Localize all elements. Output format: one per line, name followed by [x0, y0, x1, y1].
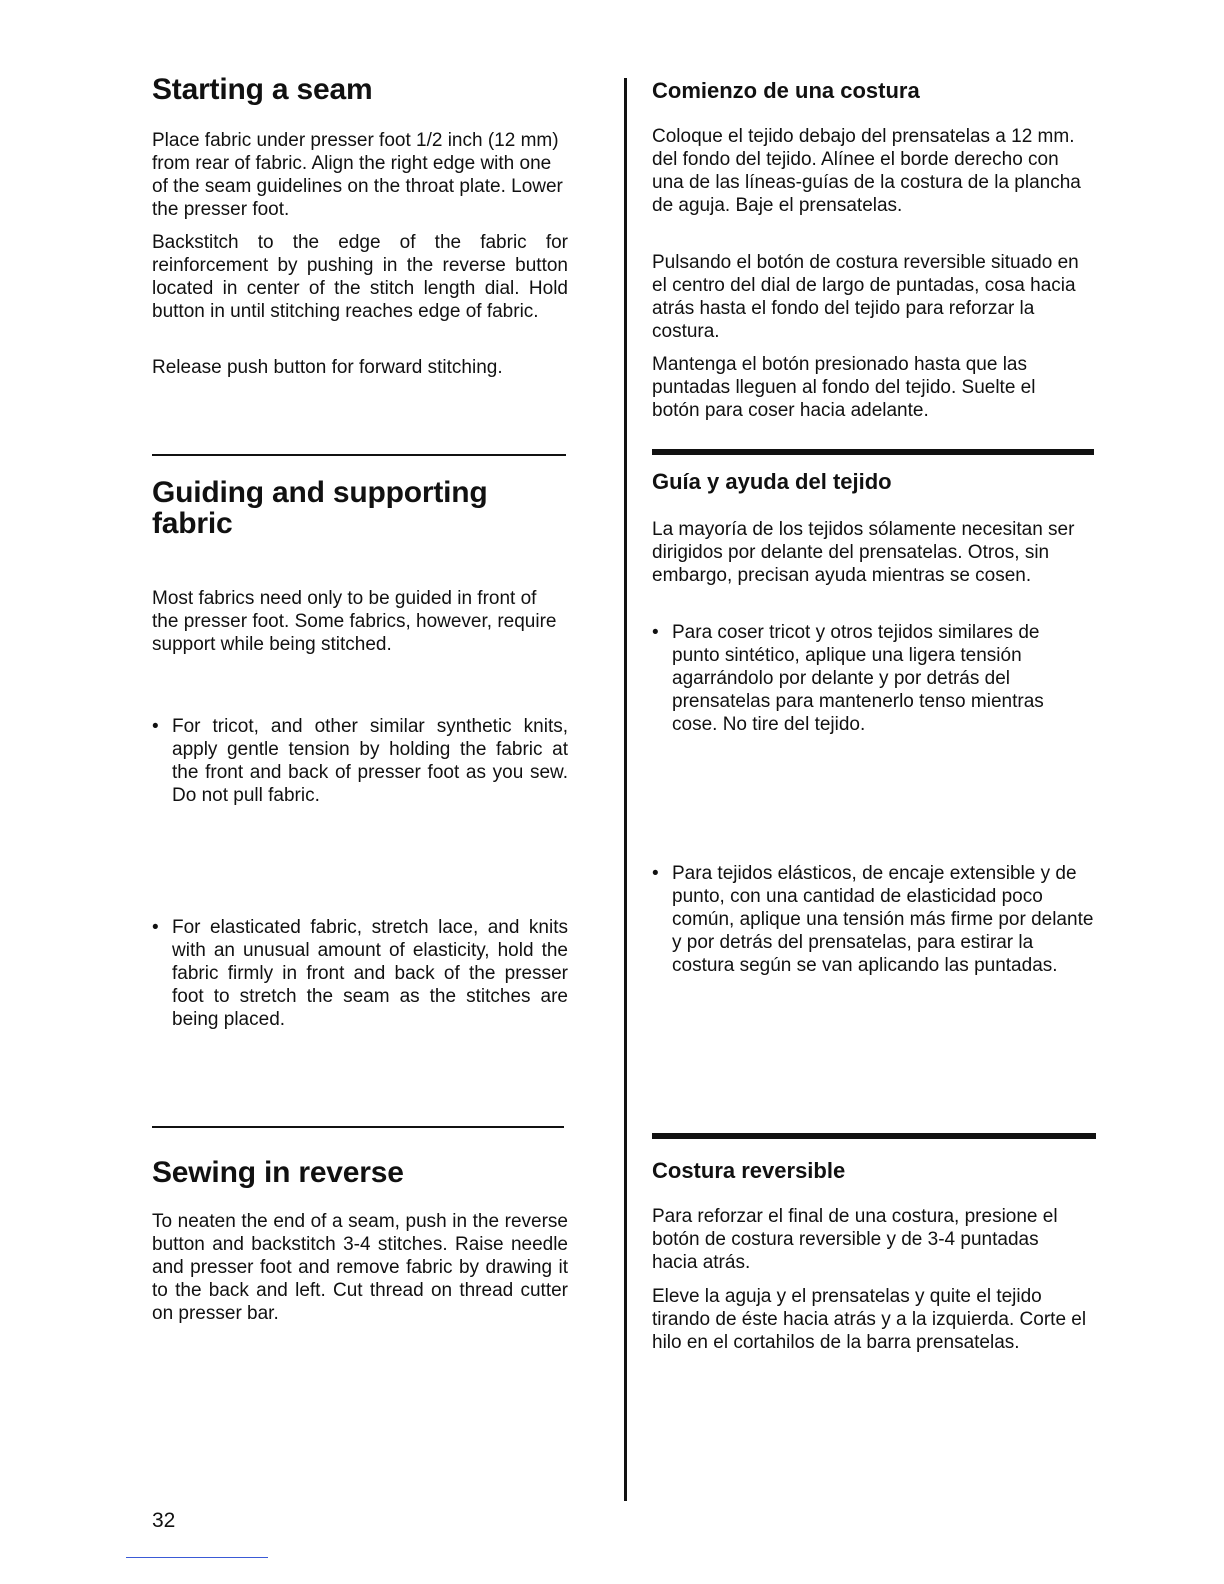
heading-comienzo-de-una-costura: Comienzo de una costura — [652, 78, 920, 103]
section-comienzo — [652, 78, 1098, 104]
guiding-bullet-1: • For tricot, and other similar synthetic knits, apply gentle tension by holding the fabric at the front and back of presser foot as you sew. Do not pull fabric. — [152, 715, 568, 807]
heading-sewing-in-reverse: Sewing in reverse — [152, 1156, 404, 1189]
reversible-body-2 — [652, 1285, 1088, 1354]
starting-body-2 — [152, 231, 568, 323]
comienzo-body — [652, 125, 1082, 217]
starting-body — [152, 129, 568, 221]
reverse-body — [152, 1210, 568, 1325]
starting-paragraph-1: Place fabric under presser foot 1/2 inch (12 mm) from rear of fabric. Align the right edge with one of the seam guidelines on the throat plate. Lower the presser foot. — [152, 130, 563, 220]
guia-bullet-1: • Para coser tricot y otros tejidos similares de punto sintético, aplique una ligera tensión agarrándolo por delante y por detrás del prensatelas para mantenerlo tenso mientras cose. No tire del tejido. — [652, 621, 1092, 736]
section-sewing-in-reverse — [152, 1157, 568, 1188]
reversible-paragraph-2: Eleve la aguja y el prensatelas y quite el tejido tirando de éste hacia atrás y a la izquierda. Corte el hilo en el cortahilos de la barra prensatelas. — [652, 1286, 1087, 1353]
guiding-bullet-2: • For elasticated fabric, stretch lace, and knits with an unusual amount of elasticity, hold the fabric firmly in front and back of the presser foot to stretch the seam as the stitches are being placed. — [152, 916, 568, 1031]
heading-guiding-and-supporting-fabric: Guiding and supporting fabric — [152, 476, 488, 540]
section-guiding — [152, 477, 512, 539]
comienzo-paragraph-2: Pulsando el botón de costura reversible situado en el centro del dial de largo de puntadas, cosa hacia atrás hasta el fondo del tejido para reforzar la costura. — [652, 252, 1079, 342]
guiding-body — [152, 587, 568, 656]
page-number: 32 — [152, 1509, 176, 1532]
guia-bullet-1-wrap — [652, 621, 1092, 736]
guia-intro-paragraph: La mayoría de los tejidos sólamente necesitan ser dirigidos por delante del prensatelas. Otros, sin embargo, precisan ayuda mientras se cosen. — [652, 519, 1075, 586]
comienzo-paragraph-3: Mantenga el botón presionado hasta que las puntadas lleguen al fondo del tejido. Suelte el botón para coser hacia adelante. — [652, 354, 1036, 421]
guia-body — [652, 518, 1098, 587]
starting-body-3 — [152, 356, 568, 379]
reversible-paragraph-1: Para reforzar el final de una costura, presione el botón de costura reversible y de 3-4 puntadas hacia atrás. — [652, 1206, 1058, 1273]
guia-bullet-2-wrap — [652, 862, 1098, 977]
comienzo-paragraph-1: Coloque el tejido debajo del prensatelas a 12 mm. del fondo del tejido. Alínee el borde derecho con una de las líneas-guías de la costura de la plancha de aguja. Baje el prensatelas. — [652, 126, 1081, 216]
comienzo-body-2 — [652, 251, 1084, 343]
guiding-bullet-2-wrap — [152, 916, 568, 1031]
comienzo-body-3 — [652, 353, 1084, 422]
section-divider — [152, 454, 566, 456]
guiding-bullet-1-wrap — [152, 715, 568, 807]
heading-guia-y-ayuda-del-tejido: Guía y ayuda del tejido — [652, 469, 892, 494]
section-costura-reversible — [652, 1158, 1098, 1184]
heading-starting-a-seam: Starting a seam — [152, 73, 373, 106]
guiding-intro-paragraph: Most fabrics need only to be guided in front of the presser foot. Some fabrics, however, require support while being stitched. — [152, 588, 557, 655]
starting-paragraph-2: Backstitch to the edge of the fabric for reinforcement by pushing in the reverse button located in center of the stitch length dial. Hold button in until stitching reaches edge of fabric. — [152, 232, 568, 322]
reversible-body — [652, 1205, 1088, 1274]
column-divider — [624, 78, 627, 1501]
section-guia — [652, 469, 1098, 495]
section-divider — [652, 449, 1094, 455]
footer-line — [126, 1557, 268, 1558]
reverse-paragraph: To neaten the end of a seam, push in the reverse button and backstitch 3-4 stitches. Raise needle and presser foot and remove fabric by drawing it to the back and left. Cut thread on thread cutter on presser bar. — [152, 1211, 568, 1324]
starting-paragraph-3: Release push button for forward stitching. — [152, 357, 503, 378]
guia-bullet-2: • Para tejidos elásticos, de encaje extensible y de punto, con una cantidad de elasticidad poco común, aplique una tensión más firme por delante y por detrás del prensatelas, para estirar la costura según se van aplicando las puntadas. — [652, 862, 1098, 977]
section-starting-a-seam — [152, 74, 568, 105]
heading-costura-reversible: Costura reversible — [652, 1158, 846, 1183]
section-divider — [152, 1126, 564, 1128]
section-divider — [652, 1133, 1096, 1139]
